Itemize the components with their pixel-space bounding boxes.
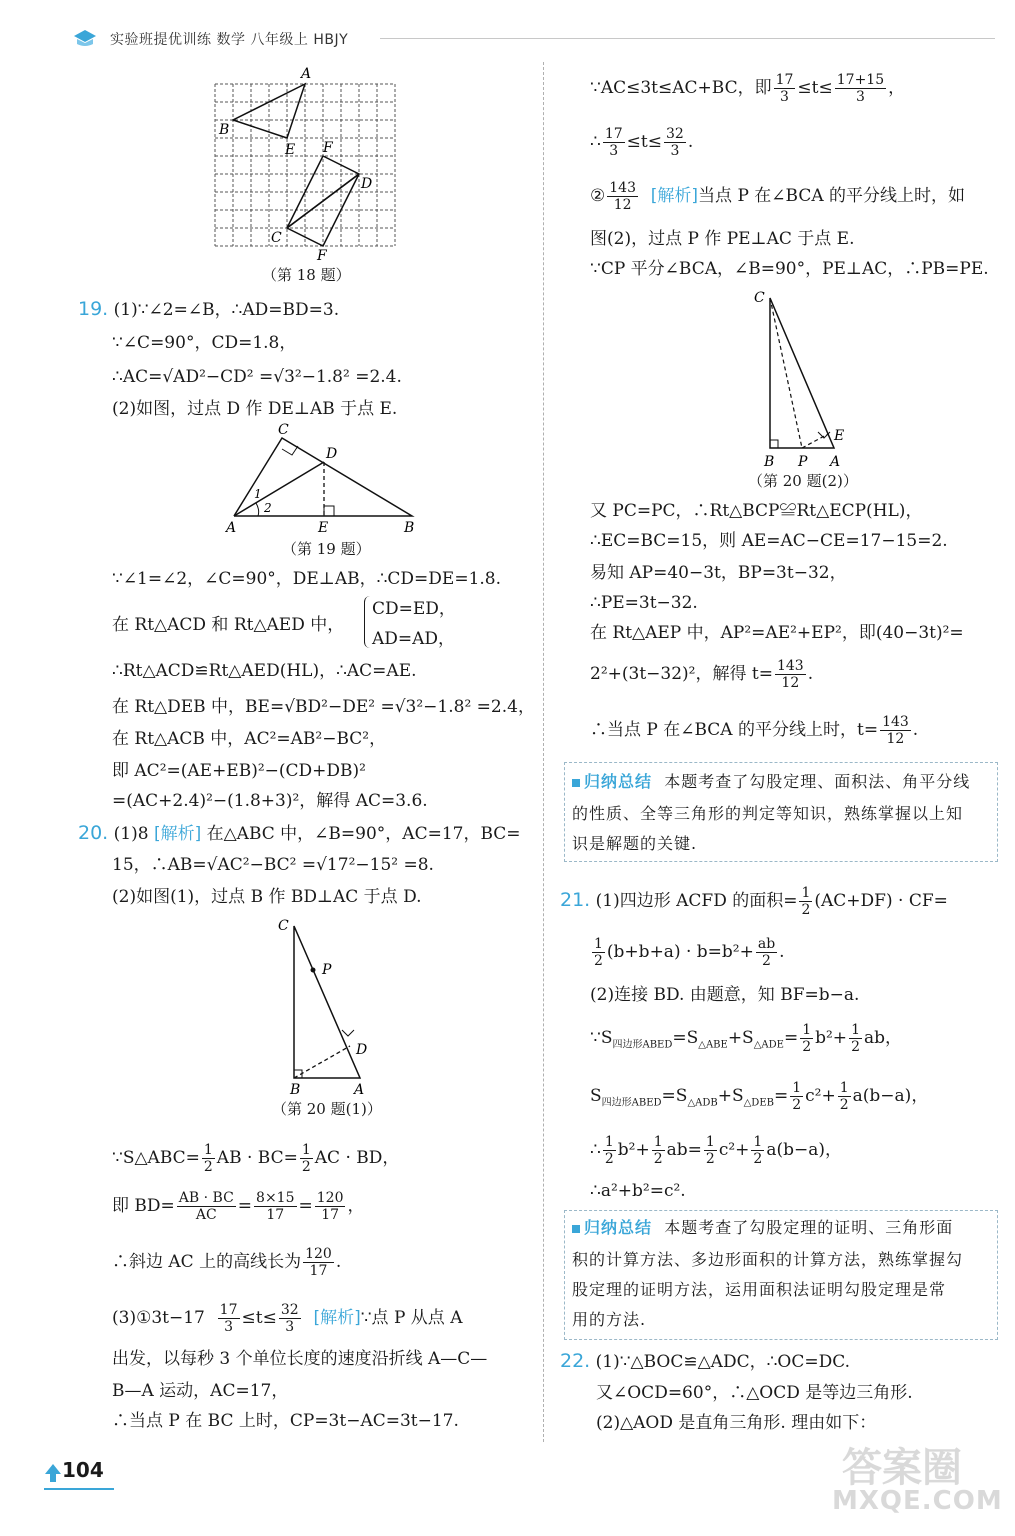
summary-1-line-2: 的性质、全等三角形的判定等知识，熟练掌握以上知	[572, 804, 964, 823]
figure-20-1	[270, 912, 380, 1098]
r-line-4: 图(2)，过点 P 作 PE⊥AC 于点 E.	[590, 229, 855, 249]
fig19-label-B: B	[404, 520, 415, 536]
q20-area-lhs: ∵S△ABC=	[112, 1148, 200, 1168]
fig20-1-label-A: A	[354, 1082, 365, 1098]
q20-line-1	[78, 822, 521, 845]
q20-frac-height: $\frac{120}{17}$	[305, 1246, 332, 1279]
figure-18	[205, 62, 405, 262]
page-number: 104	[62, 1458, 104, 1482]
q21-line-3: (2)连接 BD. 由题意，知 BF=b−a.	[590, 985, 860, 1005]
figure-20-2-caption: （第 20 题(2)）	[748, 472, 858, 490]
q19-line-4: (2)如图，过点 D 作 DE⊥AB 于点 E.	[112, 399, 398, 419]
fig18-label-D: D	[361, 176, 373, 192]
q21-line-6: ∴ $\frac{1}{2}$ b²+ $\frac{1}{2}$ ab= $\frac{1}{2}$ c²+ $\frac{1}{2}$ a(b−a)，	[590, 1134, 842, 1167]
q19-line-8: 在 Rt△DEB 中，BE=√BD²−DE² =√3²−1.8² =2.4，	[112, 697, 535, 717]
figure-20-2	[748, 284, 858, 470]
q19-line-10: 即 AC²=(AE+EB)²−(CD+DB)²	[112, 761, 366, 781]
r-line-5: ∵CP 平分∠BCA，∠B=90°，PE⊥AC，∴PB=PE.	[590, 259, 989, 279]
r-line-1: ∵AC≤3t≤AC+BC，即 $\frac{17}{3}$ ≤t≤ $\frac{17+15}{3}$ ，	[590, 72, 906, 105]
q20-line-9: B—A 运动，AC=17，	[112, 1381, 289, 1401]
q20-line-3: (2)如图(1)，过点 B 作 BD⊥AC 于点 D.	[112, 887, 422, 907]
q20-area-rhs: AC · BD，	[314, 1148, 400, 1168]
summary-2-line-4: 用的方法.	[572, 1310, 647, 1329]
summary-1-line-1: 归纳总结 本题考查了勾股定理、面积法、角平分线	[572, 766, 970, 798]
fig20-2-label-B: B	[764, 454, 775, 470]
page-number-underline	[44, 1488, 114, 1490]
fig18-label-F-top: F	[323, 140, 333, 156]
fig20-2-label-P: P	[798, 454, 808, 470]
header-rule	[380, 38, 995, 39]
q20-area-mid: AB · BC=	[216, 1148, 298, 1168]
figure-20-1-caption: （第 20 题(1)）	[272, 1100, 382, 1118]
q20-half-1: $\frac{1}{2}$	[203, 1142, 213, 1175]
fig20-1-label-P: P	[322, 962, 332, 978]
q19-system-row-2: AD=AD，	[372, 629, 456, 649]
q20-frac-b: $\frac{8\times 15}{17}$	[256, 1190, 295, 1223]
q20-analysis-tag-2: [解析]	[313, 1308, 361, 1328]
q20-frac-c: $\frac{120}{17}$	[316, 1190, 344, 1223]
q20-half-2: $\frac{1}{2}$	[301, 1142, 311, 1175]
q21-line-4: $\because S_{四边形ABED}=S_{\triangle ABE}+S_{\triangle ADE}=$ $\frac{1}{2}$ b²+ $\frac{1}{2}$ ab，	[590, 1022, 903, 1055]
q20-answer-1: (1)8	[113, 824, 149, 844]
fig20-1-label-B: B	[290, 1082, 301, 1098]
r-line-8: 易知 AP=40−3t，BP=3t−32，	[590, 563, 847, 583]
summary-2-heading: 归纳总结	[584, 1218, 653, 1237]
r-line-3: ② $\frac{143}{12}$ [解析]当点 P 在∠BCA 的平分线上时，如	[590, 180, 966, 213]
summary-1-heading: 归纳总结	[584, 772, 653, 791]
fig20-1-label-D: D	[356, 1042, 368, 1058]
r-line-10: 在 Rt△AEP 中，AP²=AE²+EP²，即(40−3t)²=	[590, 623, 964, 643]
q21-line-2: $\frac{1}{2}$ (b+b+a) · b=b²+ $\frac{ab}{2}$ .	[594, 936, 785, 969]
summary-2-bullet-icon	[572, 1225, 580, 1233]
r-line-7: ∴EC=BC=15，则 AE=AC−CE=17−15=2.	[590, 531, 948, 551]
fig19-label-2: 2	[264, 501, 272, 515]
q19-line-9: 在 Rt△ACB 中，AC²=AB²−BC²，	[112, 729, 387, 749]
fig20-2-label-A: A	[830, 454, 841, 470]
q20-analysis-tag: [解析]	[153, 824, 202, 844]
fig18-label-F-bottom: F	[317, 248, 327, 262]
fig18-label-A: A	[301, 66, 312, 82]
q19-line-6: 在 Rt△ACD 和 Rt△AED 中，	[112, 615, 345, 635]
page-arrow-icon	[44, 1462, 62, 1484]
summary-1-line-3: 识是解题的关键.	[572, 834, 698, 853]
summary-2-line-2: 积的计算方法、多边形面积的计算方法，熟练掌握勾	[572, 1250, 964, 1269]
fig18-label-E: E	[285, 142, 296, 158]
q19-line-5: ∵∠1=∠2，∠C=90°，DE⊥AB，∴CD=DE=1.8.	[112, 569, 502, 589]
q19-system-row-1: CD=ED，	[372, 599, 456, 619]
r-line-12: ∴当点 P 在∠BCA 的平分线上时，t= $\frac{143}{12}$ .	[590, 714, 919, 747]
summary-2-line-3: 股定理的证明方法，运用面积法证明勾股定理是常	[572, 1280, 947, 1299]
fig19-label-D: D	[326, 446, 338, 462]
summary-2-line-1: 归纳总结 本题考查了勾股定理的证明、三角形面	[572, 1212, 953, 1244]
q20-line-6: ∴斜边 AC 上的高线长为 $\frac{120}{17}$ .	[112, 1246, 342, 1279]
q20-line-2: 15，∴AB=√AC²−BC² =√17²−15² =8.	[112, 855, 434, 875]
q20-line-8: 出发，以每秒 3 个单位长度的速度沿折线 A—C—	[112, 1349, 488, 1369]
fig19-label-E: E	[318, 520, 329, 536]
page-header	[0, 0, 1015, 52]
q22-line-1: 22. (1)∵△BOC≌△ADC，∴OC=DC.	[560, 1350, 851, 1372]
q19-line-3: ∴AC=√AD²−CD² =√3²−1.8² =2.4.	[112, 367, 402, 387]
r-line-2: ∴ $\frac{17}{3}$ ≤t≤ $\frac{32}{3}$ .	[590, 126, 694, 159]
fig19-label-1: 1	[254, 487, 262, 501]
q21-number: 21.	[560, 889, 591, 911]
q19-line-2: ∵∠C=90°，CD=1.8，	[112, 333, 297, 353]
q22-line-3: (2)△AOD 是直角三角形. 理由如下：	[596, 1413, 877, 1433]
summary-1-bullet-icon	[572, 779, 580, 787]
book-logo-icon	[72, 28, 98, 48]
q22-line-2: 又∠OCD=60°，∴△OCD 是等边三角形.	[596, 1383, 913, 1403]
q21-line-5: $S_{四边形ABED}=S_{\triangle ADB}+S_{\triangle DEB}=$ $\frac{1}{2}$ c²+ $\frac{1}{2}$ a(b−a)，	[590, 1080, 929, 1113]
q21-line-7: ∴a²+b²=c².	[590, 1181, 686, 1201]
q20-number: 20.	[78, 822, 109, 844]
q19-number: 19.	[78, 298, 109, 320]
q19-line-11: =(AC+2.4)²−(1.8+3)²，解得 AC=3.6.	[112, 791, 428, 811]
watermark-logo: 答案圈	[842, 1445, 962, 1491]
q19-text-1: (1)∵∠2=∠B，∴AD=BD=3.	[113, 300, 340, 320]
r-analysis-tag: [解析]	[650, 186, 699, 206]
fig19-label-A: A	[226, 520, 237, 536]
q20-line-7: (3)①3t−17 $\frac{17}{3}$ ≤t≤ $\frac{32}{3}$ [解析]∵点 P 从点 A	[112, 1302, 463, 1335]
book-title: 实验班提优训练 数学 八年级上 HBJY	[110, 32, 349, 48]
q20-line-4	[112, 1138, 399, 1178]
fig20-2-label-C: C	[754, 290, 765, 306]
q20-frac-a: $\frac{AB \cdot BC}{AC}$	[178, 1190, 234, 1223]
watermark-url: MXQE.COM	[832, 1486, 1003, 1516]
q21-line-1: 21. (1)四边形 ACFD 的面积= $\frac{1}{2}$ (AC+DF) · CF=	[560, 885, 948, 918]
fig18-label-B: B	[219, 122, 230, 138]
fig18-label-C: C	[271, 230, 282, 246]
column-divider	[543, 62, 544, 1442]
figure-18-grid	[215, 84, 395, 246]
q22-number: 22.	[560, 1350, 591, 1372]
fig19-label-C: C	[278, 422, 289, 438]
fig20-2-label-E: E	[834, 428, 845, 444]
q20-line-10: ∴当点 P 在 BC 上时，CP=3t−AC=3t−17.	[112, 1411, 459, 1431]
q19-line-7: ∴Rt△ACD≌Rt△AED(HL)，∴AC=AE.	[112, 661, 417, 681]
figure-18-shapes	[233, 84, 359, 246]
q20-text-1: 在△ABC 中，∠B=90°，AC=17，BC=	[206, 824, 521, 844]
r-line-11: 2²+(3t−32)²，解得 t= $\frac{143}{12}$ .	[590, 658, 814, 691]
q20-line-5: 即 BD= $\frac{AB \cdot BC}{AC}$ = $\frac{8\times 15}{17}$ = $\frac{120}{17}$ ，	[112, 1190, 365, 1223]
figure-19	[222, 422, 422, 538]
r-line-9: ∴PE=3t−32.	[590, 593, 698, 613]
fig20-1-label-C: C	[278, 918, 289, 934]
figure-19-caption: （第 19 题）	[282, 540, 371, 558]
q19-line-1	[78, 298, 339, 321]
r-line-6: 又 PC=PC，∴Rt△BCP≌Rt△ECP(HL)，	[590, 501, 923, 521]
figure-18-caption: （第 18 题）	[262, 266, 351, 284]
